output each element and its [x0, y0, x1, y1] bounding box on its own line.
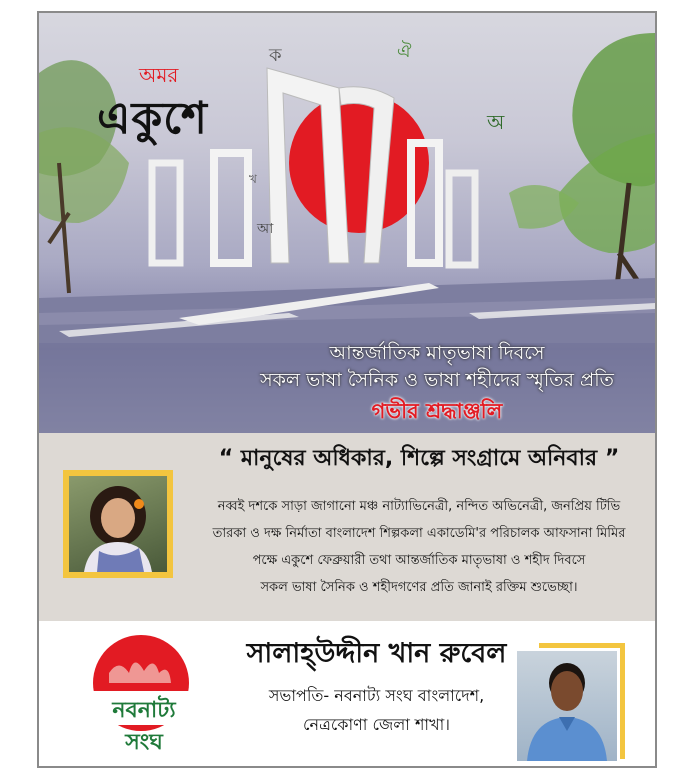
sponsor-designation: [224, 681, 529, 739]
designation-line-2: নেত্রকোণা জেলা শাখা।: [303, 715, 450, 734]
logo-text-2: সংঘ: [125, 730, 163, 755]
letter-o: অ: [487, 110, 505, 134]
actress-photo-frame: [63, 470, 173, 578]
title-amar: অমর: [139, 63, 179, 87]
quote-heading: “ মানুষের অধিকার, শিল্পে সংগ্রামে অনিবার ”: [218, 446, 620, 471]
tribute-line: নব্বই দশকে সাড়া জাগানো মঞ্চ নাট্যাভিনেত্রী, নন্দিত অভিনেত্রী, জনপ্রিয় টিভি: [217, 499, 621, 514]
tribute-section: [39, 433, 655, 621]
hero-line-3: গভীর শ্রদ্ধাঞ্জলি: [371, 399, 503, 423]
sponsor-photo-frame: [517, 643, 627, 761]
hero-line-1: আন্তর্জাতিক মাতৃভাষা দিবসে: [329, 342, 545, 364]
hero-line-2: সকল ভাষা সৈনিক ও ভাষা শহীদের স্মৃতির প্রতি: [260, 369, 614, 391]
portrait-woman-illustration: [69, 476, 167, 572]
letter-oi: ঐ: [397, 41, 412, 62]
designation-line-1: সভাপতি- নবনাট্য সংঘ বাংলাদেশ,: [268, 686, 485, 705]
frame-accent-right: [620, 643, 625, 759]
letter-ka: ক: [269, 45, 282, 66]
title-ekushe: একুশে: [97, 93, 208, 144]
sponsor-name: সালাহ্উদ্দীন খান রুবেল: [246, 638, 507, 669]
sponsor-photo: [517, 651, 617, 761]
hero-banner: [39, 13, 655, 433]
frame-accent-top: [539, 643, 625, 648]
letter-kha: খ: [249, 172, 257, 186]
sponsor-section: [39, 621, 655, 768]
tree-right: [509, 33, 655, 313]
portrait-man-illustration: [517, 651, 617, 761]
logo-text-1: নবনাট্য: [112, 698, 176, 723]
tribute-line: তারকা ও দক্ষ নির্মাতা বাংলাদেশ শিল্পকলা একাডেমি'র পরিচালক আফসানা মিমির: [212, 526, 626, 541]
tribute-text: [189, 493, 649, 601]
actress-photo: [69, 476, 167, 572]
tribute-line: পক্ষে একুশে ফেব্রুয়ারী তথা আন্তর্জাতিক মাতৃভাষা ও শহীদ দিবসে: [252, 553, 586, 568]
tribute-line: সকল ভাষা সৈনিক ও শহীদগণের প্রতি জানাই রক্তিম শুভেচ্ছা।: [260, 580, 578, 595]
minar-main: [267, 68, 394, 263]
poster: [37, 11, 657, 768]
letter-aa: আ: [257, 221, 274, 237]
